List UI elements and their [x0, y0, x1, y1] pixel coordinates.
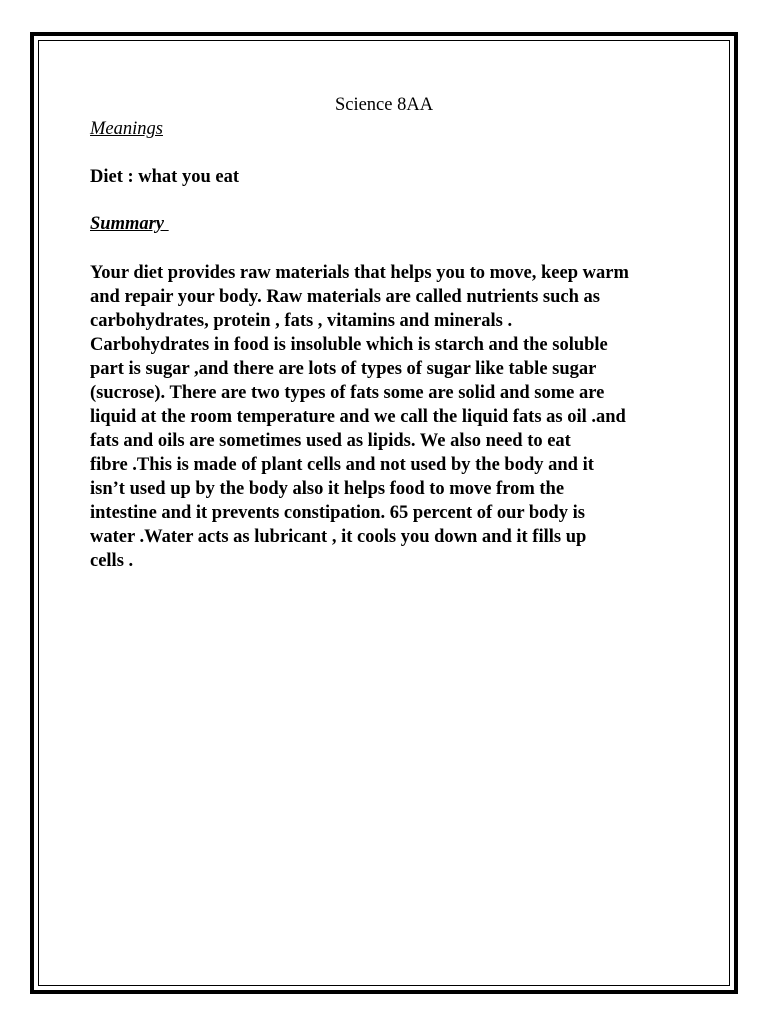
summary-line: water .Water acts as lubricant , it cools you down and it fills up: [90, 527, 587, 547]
summary-line: Carbohydrates in food is insoluble which is starch and the soluble: [90, 335, 608, 355]
diet-definition: Diet : what you eat: [90, 167, 240, 187]
document-body: [90, 94, 690, 573]
summary-line: cells .: [90, 551, 134, 571]
page-title: Science 8AA: [334, 95, 434, 115]
summary-line: fibre .This is made of plant cells and not used by the body and it: [90, 455, 594, 475]
summary-line: intestine and it prevents constipation. 65 percent of our body is: [90, 503, 585, 523]
meanings-heading: Meanings: [90, 119, 163, 139]
summary-paragraph: [90, 261, 690, 573]
summary-line: (sucrose). There are two types of fats some are solid and some are: [90, 383, 605, 403]
summary-line: and repair your body. Raw materials are called nutrients such as: [90, 287, 600, 307]
summary-line: isn’t used up by the body also it helps food to move from the: [90, 479, 565, 499]
summary-line: Your diet provides raw materials that helps you to move, keep warm: [90, 263, 629, 283]
summary-line: liquid at the room temperature and we call the liquid fats as oil .and: [90, 407, 626, 427]
summary-line: part is sugar ,and there are lots of types of sugar like table sugar: [90, 359, 597, 379]
summary-line: fats and oils are sometimes used as lipids. We also need to eat: [90, 431, 571, 451]
summary-heading: Summary: [90, 214, 169, 234]
summary-line: carbohydrates, protein , fats , vitamins and minerals .: [90, 311, 513, 331]
